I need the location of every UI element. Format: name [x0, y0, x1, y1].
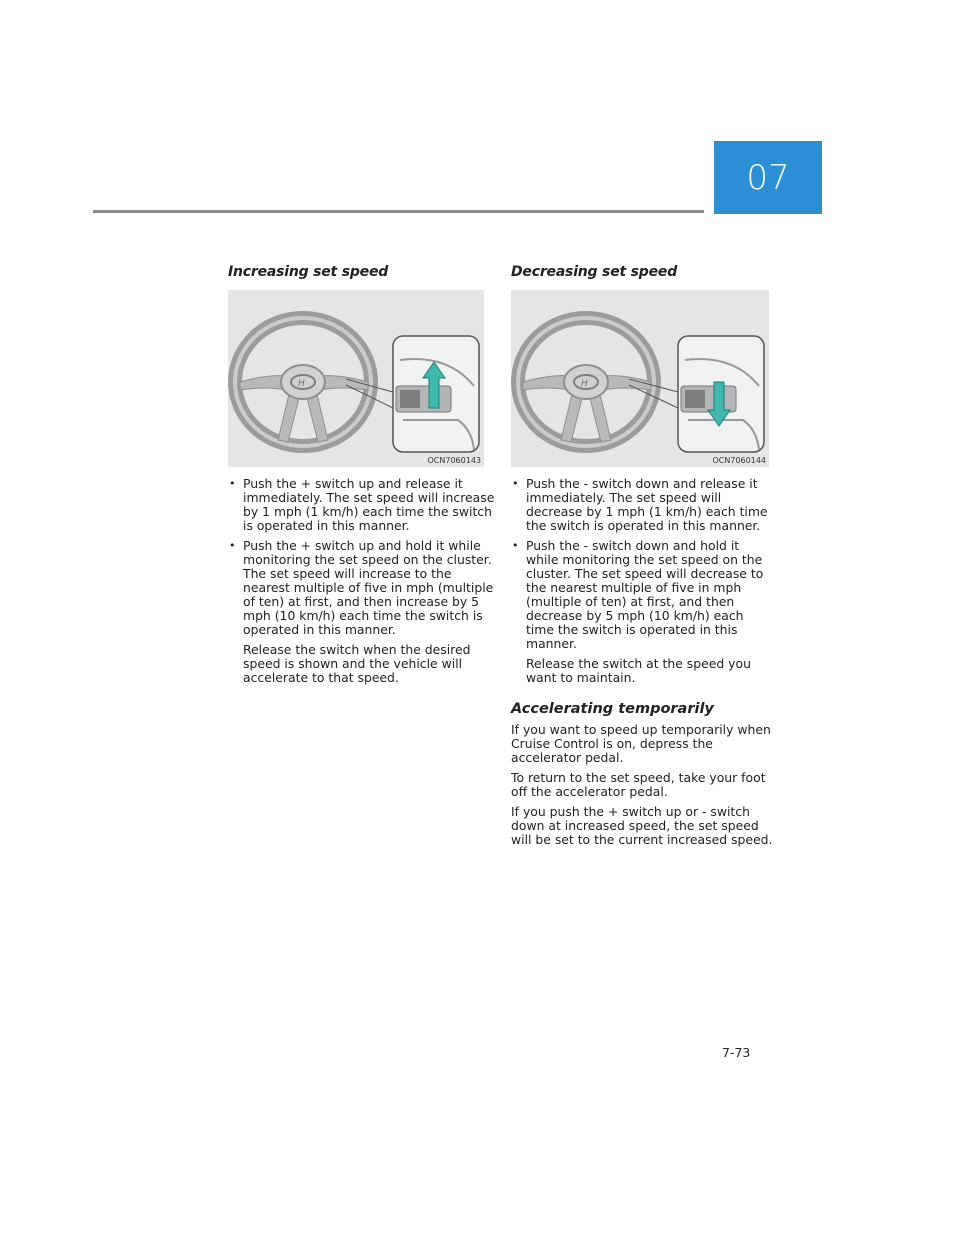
paragraph: If you push the + switch up or - switch down at increased speed, the set speed will be set to the current increased speed. [511, 804, 773, 847]
svg-text:H: H [581, 379, 588, 389]
chapter-tab: 07 [714, 141, 822, 214]
svg-text:H: H [298, 379, 305, 389]
bullet-text: Push the + switch up and hold it while monitoring the set speed on the cluster. The set speed will increase to the nearest multiple of five in mph (multiple of ten) at first, and then increase by 5 mph (10 km/h) each time the switch is operated in this manner. [243, 538, 494, 637]
paragraph: If you want to speed up temporarily when Cruise Control is on, depress the accelerator pedal. [511, 722, 771, 765]
right-column [511, 264, 773, 853]
list-item [511, 477, 773, 533]
list-item [228, 539, 498, 685]
list-item [228, 477, 498, 533]
increase-instructions [228, 477, 498, 685]
paragraph: To return to the set speed, take your foot off the accelerator pedal. [511, 770, 766, 799]
bullet-note: Release the switch when the desired speed is shown and the vehicle will accelerate to that speed. [243, 642, 471, 685]
steering-wheel-up-illustration [228, 290, 484, 467]
list-item [511, 539, 773, 685]
bullet-text: Push the - switch down and release it immediately. The set speed will decrease by 1 mph (1 km/h) each time the switch is operated in this manner. [526, 476, 768, 533]
decrease-instructions [511, 477, 773, 685]
decreasing-set-speed-heading: Decreasing set speed [511, 264, 678, 280]
bullet-text: Push the + switch up and release it immediately. The set speed will increase by 1 mph (1 km/h) each time the switch is operated in this manner. [243, 476, 495, 533]
page-number: 7-73 [722, 1045, 751, 1060]
figure-code: OCN7060144 [712, 456, 766, 465]
accelerating-temporarily-heading: Accelerating temporarily [511, 701, 714, 717]
left-column [228, 264, 498, 691]
increasing-set-speed-heading: Increasing set speed [228, 264, 389, 280]
header-rule [93, 210, 704, 213]
steering-wheel-down-illustration [511, 290, 769, 467]
steering-wheel-figure-up [228, 290, 484, 467]
figure-code: OCN7060143 [427, 456, 481, 465]
steering-wheel-figure-down [511, 290, 769, 467]
bullet-note: Release the switch at the speed you want to maintain. [526, 656, 751, 685]
bullet-text: Push the - switch down and hold it while monitoring the set speed on the cluster. The set speed will decrease to the nearest multiple of five in mph (multiple of ten) at first, and then decrease by 5 mph (10 km/h) each time the switch is operated in this manner. [526, 538, 764, 651]
